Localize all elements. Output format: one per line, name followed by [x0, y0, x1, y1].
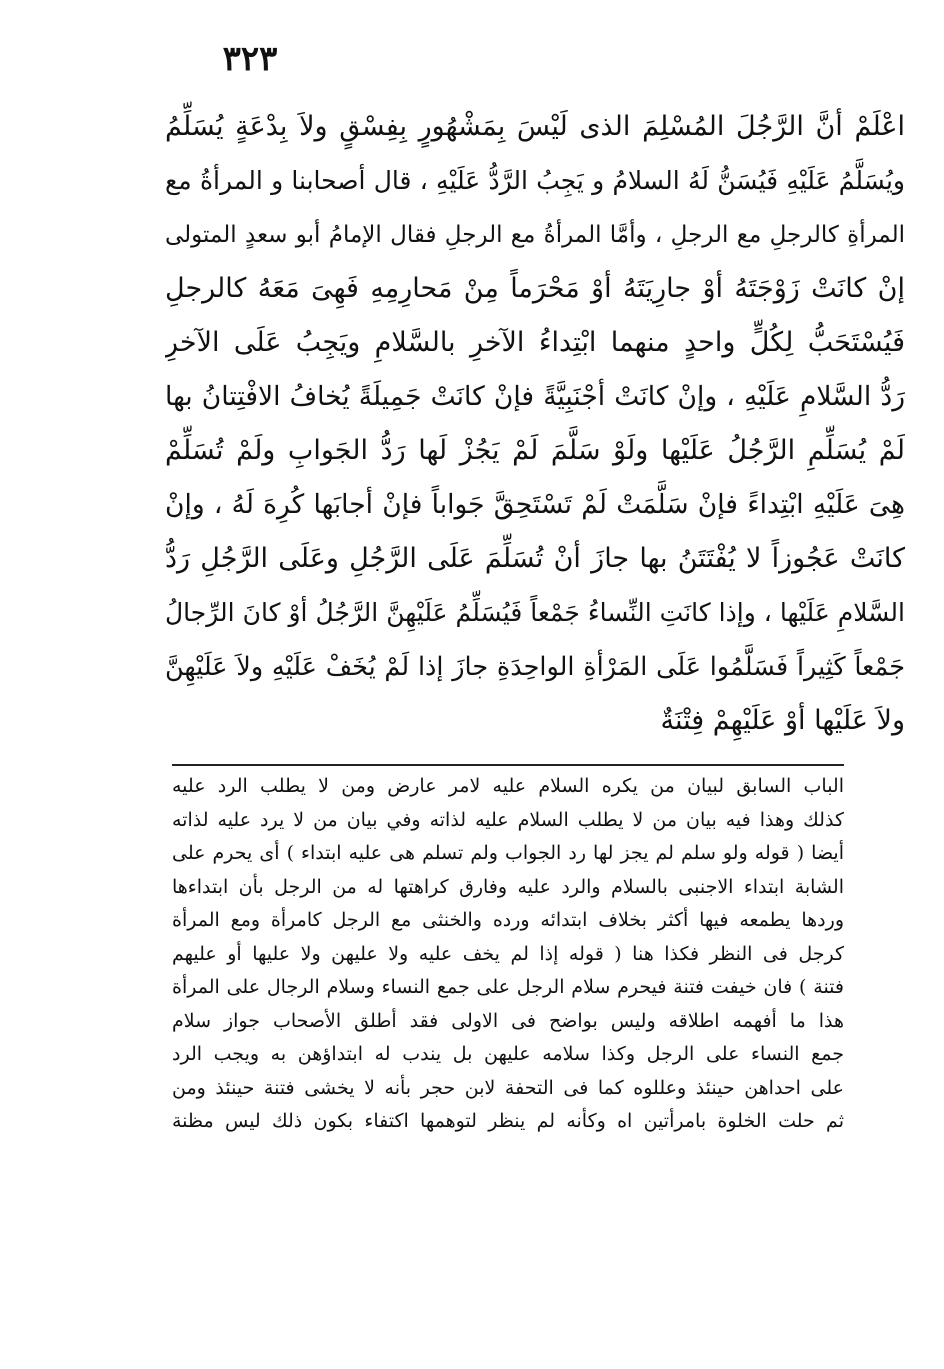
commentary-line: كرجل فى النظر فكذا هنا ( قوله إذا لم يخف عليه ولا عليهن ولا عليها أو عليهم	[172, 942, 844, 965]
main-text-line: ويُسَلَّمُ عَلَيْهِ فَيُسَنُّ لَهُ السلامُ و يَجِبُ الرَّدُّ عَلَيْهِ ، قال أصحابنا و المرأةُ مع	[165, 166, 905, 195]
main-text-line: كانَتْ عَجُوزاً لا يُفْتَتَنُ بها جازَ أنْ تُسَلِّمَ عَلَى الرَّجُلِ وعَلَى الرَّجُلِ رَدُّ	[165, 543, 905, 574]
main-text-line: رَدُّ السَّلامِ عَلَيْهِ ، وإنْ كانَتْ أجْنَبِيَّةً فإنْ كانَتْ جَمِيلَةً يُخافُ الافْتِتانُ بها	[165, 381, 905, 412]
main-text-line: المرأةِ كالرجلِ مع الرجلِ ، وأمَّا المرأةُ مع الرجلِ فقال الإمامُ أبو سعدٍ المتولى	[165, 222, 905, 248]
commentary-line: على احداهن حينئذ وعللوه كما فى التحفة لابن حجر بأنه لا يخشى فتنة حينئذ ومن	[172, 1076, 844, 1099]
commentary-line: الشابة ابتداء الاجنبى بالسلام والرد عليه وفارق كراهتها له من الرجل بأن ابتداءها	[172, 875, 844, 898]
main-text-line: فَيُسْتَحَبُّ لِكُلٍّ واحدٍ منهما ابْتِداءُ الآخرِ بالسَّلامِ ويَجِبُ عَلَى الآخرِ	[165, 327, 905, 358]
main-text-line: اعْلَمْ أنَّ الرَّجُلَ المُسْلِمَ الذى لَيْسَ بِمَشْهُورٍ بِفِسْقٍ ولاَ بِدْعَةٍ يُسَلِّمُ	[165, 111, 905, 142]
main-text-line: جَمْعاً كَثِيراً فَسَلَّمُوا عَلَى المَرْأةِ الواحِدَةِ جازَ إذا لَمْ يُخَفْ عَلَيْهِ ولاَ عَلَيْهِنَّ	[165, 652, 905, 682]
commentary-line: كذلك وهذا فيه بيان من لا يطلب السلام عليه لذاته وفي بيان من لا يرد عليه لذاته	[172, 808, 844, 831]
commentary-line: ثم حلت الخلوة بامرأتين اه وكأنه لم ينظر لتوهمها اكتفاء بكون ذلك ليس مظنة	[172, 1110, 844, 1132]
commentary-line: الباب السابق لبيان من يكره السلام عليه لامر عارض ومن لا يطلب الرد عليه	[172, 775, 844, 797]
commentary-line: أيضا ( قوله ولو سلم لم يجز لها رد الجواب ولم تسلم هى عليه ابتداء ) أى يحرم على	[172, 842, 844, 864]
main-text-line: السَّلامِ عَلَيْها ، وإذا كانَتِ النِّساءُ جَمْعاً فَيُسَلِّمُ عَلَيْهِنَّ الرَّجُلُ أوْ كانَ الرِّجالُ	[165, 598, 905, 627]
main-text-line: ولاَ عَلَيْها أوْ عَلَيْهِمْ فِتْنَةٌ	[660, 705, 905, 736]
section-divider	[172, 764, 844, 766]
commentary-line: وردها يطمعه فيها أكثر بخلاف ابتدائه ورده والخنثى مع الرجل كامرأة ومع المرأة	[172, 909, 844, 931]
page-number: ٣٢٣	[222, 39, 278, 79]
commentary-line: جمع النساء على الرجل وكذا سلامه عليهن بل يندب له ابتداؤهن به ويجب الرد	[172, 1043, 844, 1065]
main-text-line: إنْ كانَتْ زَوْجَتَهُ أوْ جارِيَتَهُ أوْ مَحْرَماً مِنْ مَحارِمِهِ فَهِىَ مَعَهُ كالرجلِ	[165, 273, 905, 304]
commentary-line: فتنة ) فان خيفت فتنة فيحرم سلام الرجل على جمع النساء وسلام الرجال على المرأة	[172, 976, 844, 998]
commentary-block	[172, 770, 844, 1139]
main-text-block	[165, 100, 905, 748]
main-text-line: هِىَ عَلَيْهِ ابْتِداءً فإنْ سَلَّمَتْ لَمْ تَسْتَحِقَّ جَواباً فإنْ أجابَها كُرِهَ لَهُ ، وإنْ	[165, 489, 905, 520]
commentary-line: هذا ما أفهمه اطلاقه وليس بواضح فى الاولى فقد أطلق الأصحاب جواز سلام	[172, 1009, 844, 1032]
main-text-line: لَمْ يُسَلِّمِ الرَّجُلُ عَلَيْها ولَوْ سَلَّمَ لَمْ يَجُزْ لَها رَدُّ الجَوابِ ولَمْ تُسَلِّمْ	[165, 435, 905, 466]
